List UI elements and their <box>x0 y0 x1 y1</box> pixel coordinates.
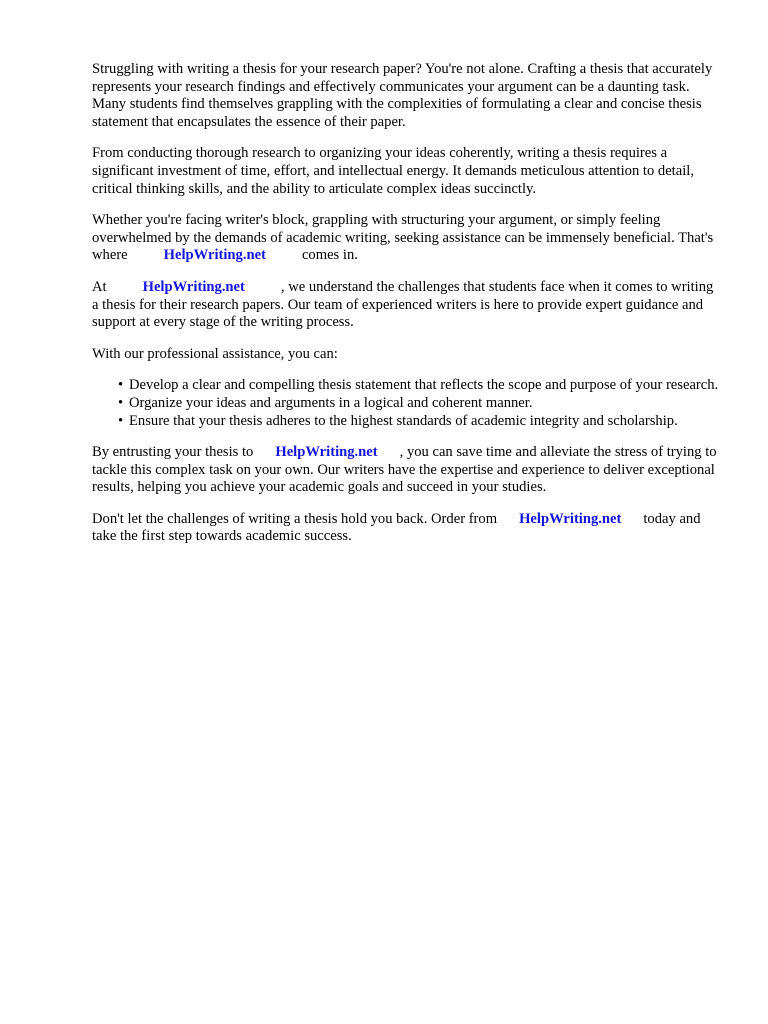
benefits-intro: With our professional assistance, you can: <box>92 345 338 362</box>
bullet-icon: • <box>118 394 124 411</box>
bullet-icon: • <box>118 412 124 429</box>
document-page <box>92 61 722 560</box>
benefits-list <box>92 377 722 430</box>
list-item-text: Ensure that your thesis adheres to the highest standards of academic integrity and scholarship. <box>129 412 678 429</box>
about-text-start: At <box>92 278 107 295</box>
helpwriting-link[interactable]: HelpWriting.net <box>142 278 245 295</box>
cta-text-end: today and take the first step towards academic success. <box>92 510 701 545</box>
assistance-paragraph <box>92 212 722 265</box>
about-text: , we understand the challenges that students face when it comes to writing a thesis for their research papers. Our team of experienced writers is here to provide expert guidance and support at every stage of the writing process. <box>92 278 714 331</box>
list-item-text: Develop a clear and compelling thesis statement that reflects the scope and purpose of your research. <box>129 377 719 394</box>
assistance-text: Whether you're facing writer's block, grappling with structuring your argument, or simply feeling overwhelmed by the demands of academic writing, seeking assistance can be immensely beneficial. That's where <box>92 212 714 264</box>
helpwriting-link[interactable]: HelpWriting.net <box>519 510 622 527</box>
list-item-text: Organize your ideas and arguments in a logical and coherent manner. <box>129 394 533 411</box>
intro-paragraph: Struggling with writing a thesis for your research paper? You're not alone. Crafting a thesis that accurately represents your research findings and effectively communicates your argument can be a daunting task. Many students find themselves grappling with the complexities of formulating a clear and concise thesis statement that encapsulates the essence of their paper. <box>92 61 713 130</box>
list-item <box>118 377 722 395</box>
entrust-text-start: By entrusting your thesis to <box>92 444 254 461</box>
effort-paragraph: From conducting thorough research to organizing your ideas coherently, writing a thesis requires a significant investment of time, effort, and intellectual energy. It demands meticulous attention to detail, critical thinking skills, and the ability to articulate complex ideas succinctly. <box>92 145 694 197</box>
list-item <box>118 413 722 431</box>
assistance-text-end: comes in. <box>301 247 358 264</box>
entrust-text: , you can save time and alleviate the stress of trying to tackle this complex task on your own. Our writers have the expertise and experience to deliver exceptional results, helping you achieve your academic goals and succeed in your studies. <box>92 444 717 496</box>
cta-paragraph <box>92 511 722 546</box>
cta-text-start: Don't let the challenges of writing a thesis hold you back. Order from <box>92 510 498 527</box>
entrust-paragraph <box>92 444 722 497</box>
about-paragraph <box>92 279 722 332</box>
bullet-icon: • <box>118 377 124 394</box>
helpwriting-link[interactable]: HelpWriting.net <box>275 444 378 461</box>
list-item <box>118 395 722 413</box>
helpwriting-link[interactable]: HelpWriting.net <box>163 247 266 264</box>
